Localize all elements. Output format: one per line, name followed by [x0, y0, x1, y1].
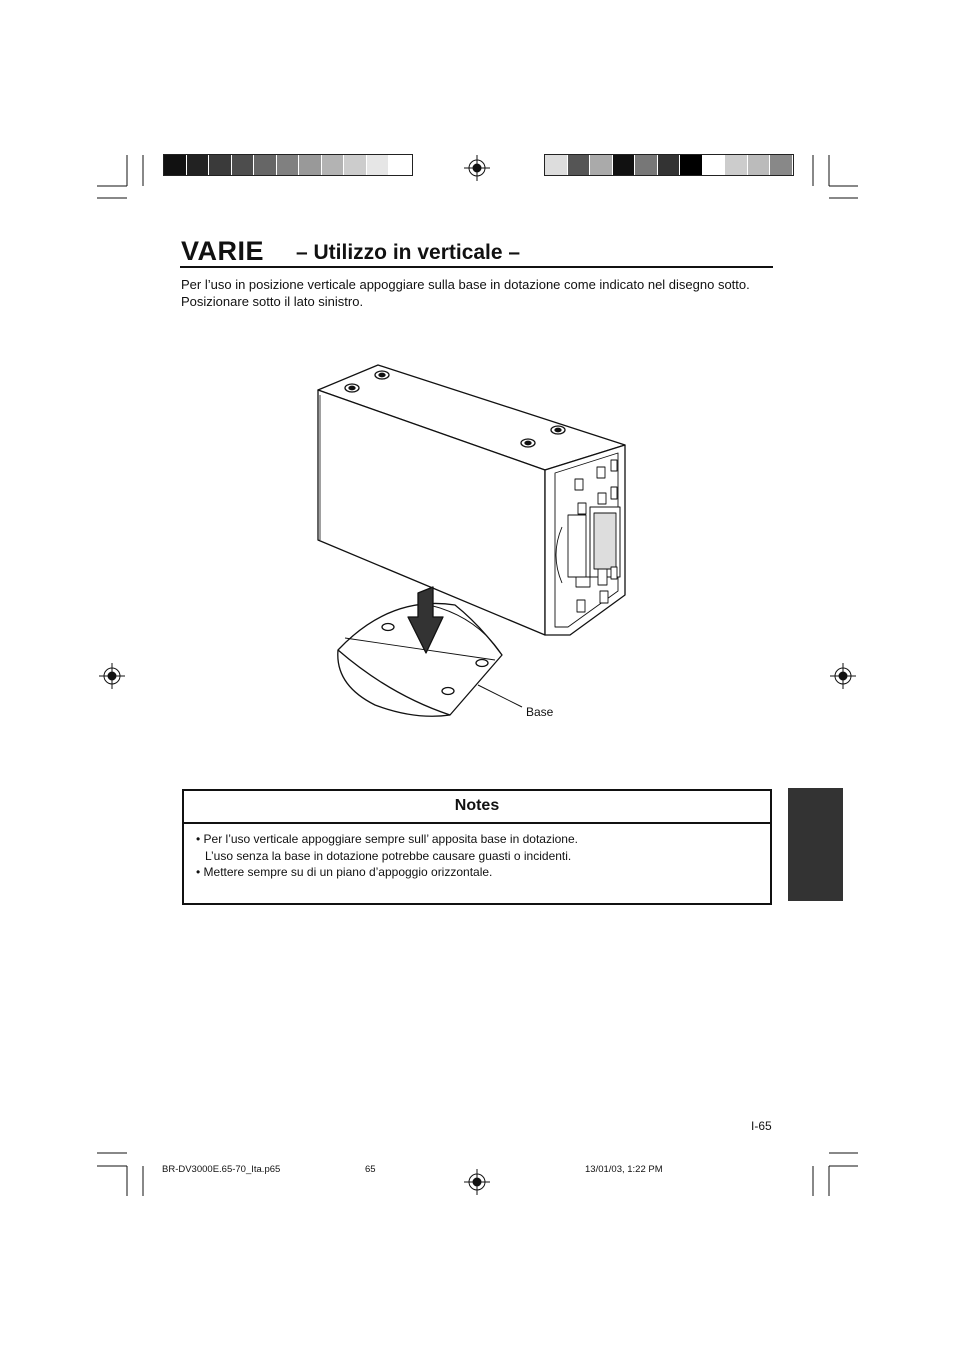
device-on-base-illustration — [300, 355, 640, 730]
registration-mark-left — [99, 663, 125, 689]
base-callout-label: Base — [526, 705, 554, 719]
section-title: VARIE — [181, 236, 265, 266]
title-underline — [180, 266, 773, 268]
note-item: • Mettere sempre su di un piano d’appoggio orizzontale. — [196, 865, 493, 879]
registration-mark-top — [464, 155, 490, 181]
footer-timestamp: 13/01/03, 1:22 PM — [585, 1164, 663, 1175]
registration-mark-bottom — [464, 1169, 490, 1195]
page-subtitle: – Utilizzo in verticale – — [296, 241, 521, 264]
notes-box — [182, 789, 772, 905]
footer-sheet-number: 65 — [365, 1164, 376, 1175]
footer-filename: BR-DV3000E.65-70_Ita.p65 — [162, 1164, 281, 1175]
notes-heading: Notes — [184, 791, 770, 824]
page-number: I-65 — [751, 1119, 772, 1133]
intro-paragraph: Per l’uso in posizione verticale appoggiare sulla base in dotazione come indicato nel disegno sotto. Posizionare sotto il lato sinistro. — [181, 277, 750, 309]
note-item-continuation: L’uso senza la base in dotazione potrebbe causare guasti o incidenti. — [205, 848, 572, 863]
notes-list — [196, 831, 578, 881]
registration-mark-right — [830, 663, 856, 689]
note-item: • Per l’uso verticale appoggiare sempre sull’ apposita base in dotazione. — [196, 832, 578, 846]
section-side-tab — [788, 788, 843, 901]
